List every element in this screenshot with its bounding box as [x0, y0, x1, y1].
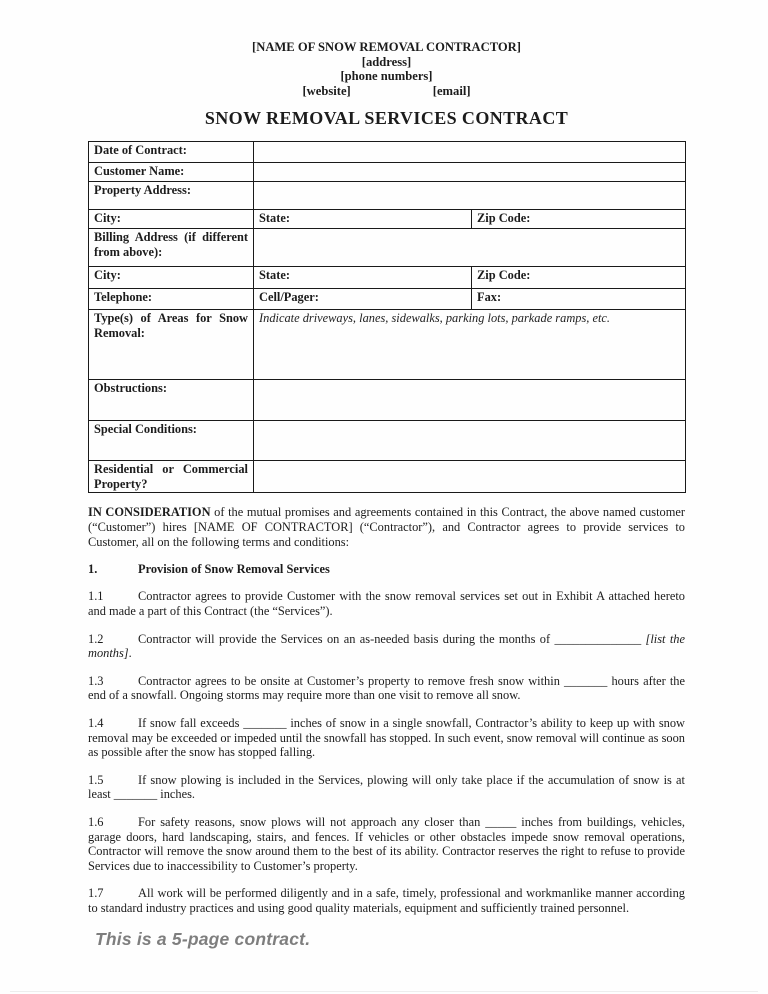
clause-number: 1.	[88, 562, 98, 577]
clause-text: Provision of Snow Removal Services	[138, 562, 330, 577]
field-label: State:	[254, 267, 472, 289]
field-label: City:	[89, 267, 254, 289]
contract-info-table-body	[89, 142, 686, 492]
field-label: Residential or Commercial Property?	[89, 461, 254, 492]
field-label: Telephone:	[89, 289, 254, 310]
field-label: Customer Name:	[89, 163, 254, 182]
clause-text: For safety reasons, snow plows will not approach any closer than _____ inches from buildings, vehicles, garage doors, hard landscaping, stairs, and fences. If vehicles or other obstacles impede snow removal operations, Contractor will remove the snow around them to the best of its ability. Contractor reserves the right to refuse to provide Services due to inaccessibility to Customer’s property.	[88, 814, 685, 874]
page-content	[88, 0, 685, 916]
table-row	[89, 461, 686, 492]
table-row	[89, 163, 686, 182]
contacts-line	[88, 84, 685, 99]
field-label: Type(s) of Areas for Snow Removal:	[89, 310, 254, 380]
clause-text: Contractor agrees to be onsite at Customer’s property to remove fresh snow within _______ hours after the end of a snowfall. Ongoing storms may require more than one visit to remove all snow.	[88, 673, 685, 703]
table-row	[89, 380, 686, 421]
table-row	[89, 142, 686, 163]
table-row	[89, 289, 686, 310]
clause-text: IN CONSIDERATION	[88, 505, 211, 520]
table-row	[89, 229, 686, 267]
clause-text: If snow fall exceeds _______ inches of snow in a single snowfall, Contractor’s ability to keep up with snow removal may be exceeded or impeded until the snowfall has stopped. In such event, snow removal will continue as soon as possible after the snow has stopped falling.	[88, 715, 685, 760]
table-row	[89, 210, 686, 229]
clause-number: 1.5	[88, 772, 104, 787]
field-value	[254, 163, 686, 182]
field-label: Zip Code:	[472, 210, 686, 229]
clause	[88, 886, 685, 916]
contractor-website: [website]	[302, 83, 351, 98]
clause-text: All work will be performed diligently and in a safe, timely, professional and workmanlike manner according to standard industry practices and using good quality materials, equipment and sufficiently trained personnel.	[88, 886, 685, 916]
clause-number: 1.3	[88, 673, 104, 688]
table-row	[89, 310, 686, 380]
clause	[88, 589, 685, 619]
contract-body	[88, 505, 685, 916]
clause-text: If snow plowing is included in the Services, plowing will only take place if the accumulation of snow is at least _______ inches.	[88, 772, 685, 802]
field-label: Zip Code:	[472, 267, 686, 289]
field-label: Billing Address (if different from above):	[89, 229, 254, 267]
field-label: Special Conditions:	[89, 421, 254, 461]
field-label: Date of Contract:	[89, 142, 254, 163]
clause-text: Contractor will provide the Services on an as-needed basis during the months of ______________	[138, 631, 646, 646]
letterhead	[88, 0, 685, 98]
clause-number: 1.6	[88, 814, 104, 829]
field-label: Fax:	[472, 289, 686, 310]
document-title: SNOW REMOVAL SERVICES CONTRACT	[204, 108, 569, 129]
field-label: Obstructions:	[89, 380, 254, 421]
clause	[88, 815, 685, 874]
field-value	[254, 461, 686, 492]
contractor-email: [email]	[432, 83, 471, 98]
clause-text: .	[128, 646, 132, 661]
clause	[88, 674, 685, 704]
clause-number: 1.1	[88, 589, 104, 604]
clause	[88, 505, 685, 549]
clause-number: 1.7	[88, 886, 104, 901]
field-label: State:	[254, 210, 472, 229]
field-hint: Indicate driveways, lanes, sidewalks, parking lots, parkade ramps, etc.	[254, 310, 686, 380]
clause	[88, 773, 685, 803]
field-label: Property Address:	[89, 182, 254, 210]
clause	[88, 632, 685, 662]
table-row	[89, 421, 686, 461]
next-page-edge-divider	[10, 991, 758, 992]
clause-number: 1.2	[88, 631, 104, 646]
table-row	[89, 267, 686, 289]
field-value	[254, 182, 686, 210]
clause-number: 1.4	[88, 715, 104, 730]
clause-text: [list the months]	[88, 631, 685, 661]
contractor-name: [NAME OF SNOW REMOVAL CONTRACTOR]	[252, 40, 521, 54]
field-value	[254, 380, 686, 421]
field-value	[254, 229, 686, 267]
section-heading	[88, 562, 685, 577]
field-label: City:	[89, 210, 254, 229]
field-value	[254, 142, 686, 163]
contractor-address: [address]	[361, 54, 412, 69]
field-label: Cell/Pager:	[254, 289, 472, 310]
clause-text: of the mutual promises and agreements contained in this Contract, the above named customer (“Customer”) hires [NAME OF CONTRACTOR] (“Contractor”), and Contractor agrees to provide services to Customer, all on the following terms and conditions:	[88, 505, 685, 549]
clause-text: Contractor agrees to provide Customer with the snow removal services set out in Exhibit A attached hereto and made a part of this Contract (the “Services”).	[88, 589, 685, 619]
contractor-phone: [phone numbers]	[340, 69, 433, 84]
table-row	[89, 182, 686, 210]
contract-info-table	[88, 141, 686, 492]
field-value	[254, 421, 686, 461]
page-count-note: This is a 5-page contract.	[95, 929, 311, 949]
clause	[88, 716, 685, 760]
